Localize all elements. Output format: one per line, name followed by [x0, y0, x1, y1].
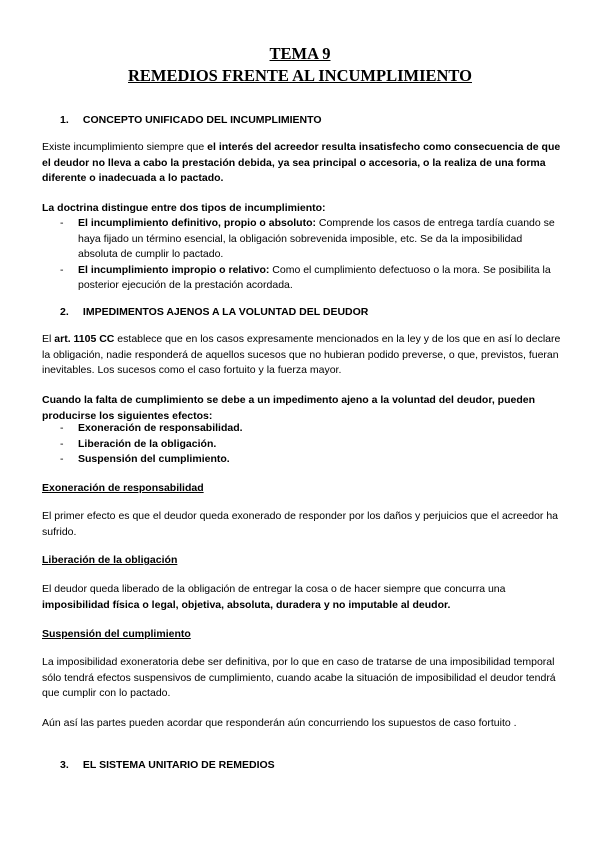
bold-text: El incumplimiento impropio o relativo: — [78, 263, 270, 276]
exoneracion-paragraph: El primer efecto es que el deudor queda exonerado de responder por los daños y perjuicios que el acreedor ha sufrido. — [42, 510, 558, 538]
section-2-paragraph-1 — [42, 332, 562, 379]
liberacion-paragraph — [42, 582, 562, 613]
subheading-liberacion: Liberación de la obligación — [42, 554, 178, 566]
document-title-number: TEMA 9 — [269, 44, 331, 63]
section-2-paragraph-2 — [42, 393, 562, 424]
text: El — [42, 333, 55, 345]
bold-text: Exoneración de responsabilidad. — [78, 422, 243, 434]
list-item — [42, 263, 562, 294]
bold-text: imposibilidad física o legal, objetiva, absoluta, duradera y no imputable al deudor. — [42, 598, 451, 611]
text: El deudor queda liberado de la obligación de entregar la cosa o de hacer siempre que concurra una — [42, 583, 506, 595]
list-item — [42, 421, 562, 437]
text: Comprende los casos de entrega tardía cuando se haya fijado un término esencial, la obligación sobrevenida imposible, etc. Se da la imposibilidad absoluta de cumplir lo pactado. — [78, 217, 555, 260]
list-item — [42, 216, 562, 263]
bold-text: Suspensión del cumplimiento. — [78, 453, 230, 465]
bold-text: El incumplimiento definitivo, propio o absoluto: — [78, 217, 316, 229]
bold-text: art. 1105 CC — [54, 333, 115, 345]
text: Como el cumplimiento defectuoso o la mora. Se posibilita la posterior ejecución de la prestación acordada. — [78, 263, 551, 291]
suspension-paragraph: La imposibilidad exoneratoria debe ser definitiva, por lo que en caso de tratarse de una imposibilidad temporal sólo tendrá efectos suspensivos de cumplimiento, cuando acabe la situación de imposibilidad el deudor tendrá que cumplir con lo pactado. — [42, 656, 556, 699]
suspension-paragraph-2: Aún así las partes pueden acordar que responderán aún concurriendo los supuestos de caso fortuito . — [42, 717, 517, 729]
bold-text: Liberación de la obligación. — [78, 437, 217, 450]
text: establece que en los casos expresamente mencionados en la ley y de los que en así lo declare la obligación, nadie responderá de aquellos sucesos que no hubieran podido preverse, o que, previstos, fueran inevitables. Los sucesos como el caso fortuito y la fuerza mayor. — [42, 333, 561, 376]
section-1-paragraph-1 — [42, 140, 562, 187]
section-2-number: 2. — [60, 306, 69, 318]
section-2-heading — [42, 305, 562, 321]
section-1-heading — [42, 113, 562, 129]
bold-text: Cuando la falta de cumplimiento se debe a un impedimento ajeno a la voluntad del deudor, pueden producirse los siguientes efectos: — [42, 394, 535, 422]
section-3-number: 3. — [60, 759, 69, 771]
bold-text: el interés del acreedor resulta insatisfecho como consecuencia de que el deudor no lleva a cabo la prestación debida, ya sea principal o accesoria, o la realiza de una forma diferente o inadecuada a lo pactado. — [42, 141, 561, 184]
document-title: REMEDIOS FRENTE AL INCUMPLIMIENTO — [128, 66, 472, 85]
section-1-number: 1. — [60, 114, 69, 126]
text: Existe incumplimiento siempre que — [42, 141, 208, 153]
section-3-title: EL SISTEMA UNITARIO DE REMEDIOS — [82, 759, 275, 771]
section-2-title: IMPEDIMENTOS AJENOS A LA VOLUNTAD DEL DEUDOR — [82, 306, 369, 318]
incumplimiento-types-list — [42, 216, 562, 294]
list-item — [42, 437, 562, 453]
section-3-heading — [42, 758, 562, 774]
subheading-suspension: Suspensión del cumplimiento — [42, 628, 191, 640]
section-1-paragraph-2 — [42, 201, 562, 217]
section-1-title: CONCEPTO UNIFICADO DEL INCUMPLIMIENTO — [82, 114, 322, 126]
subheading-exoneracion: Exoneración de responsabilidad — [42, 482, 204, 494]
bold-text: La doctrina distingue entre dos tipos de incumplimiento: — [42, 202, 326, 214]
list-item — [42, 452, 562, 468]
effects-list — [42, 421, 562, 468]
